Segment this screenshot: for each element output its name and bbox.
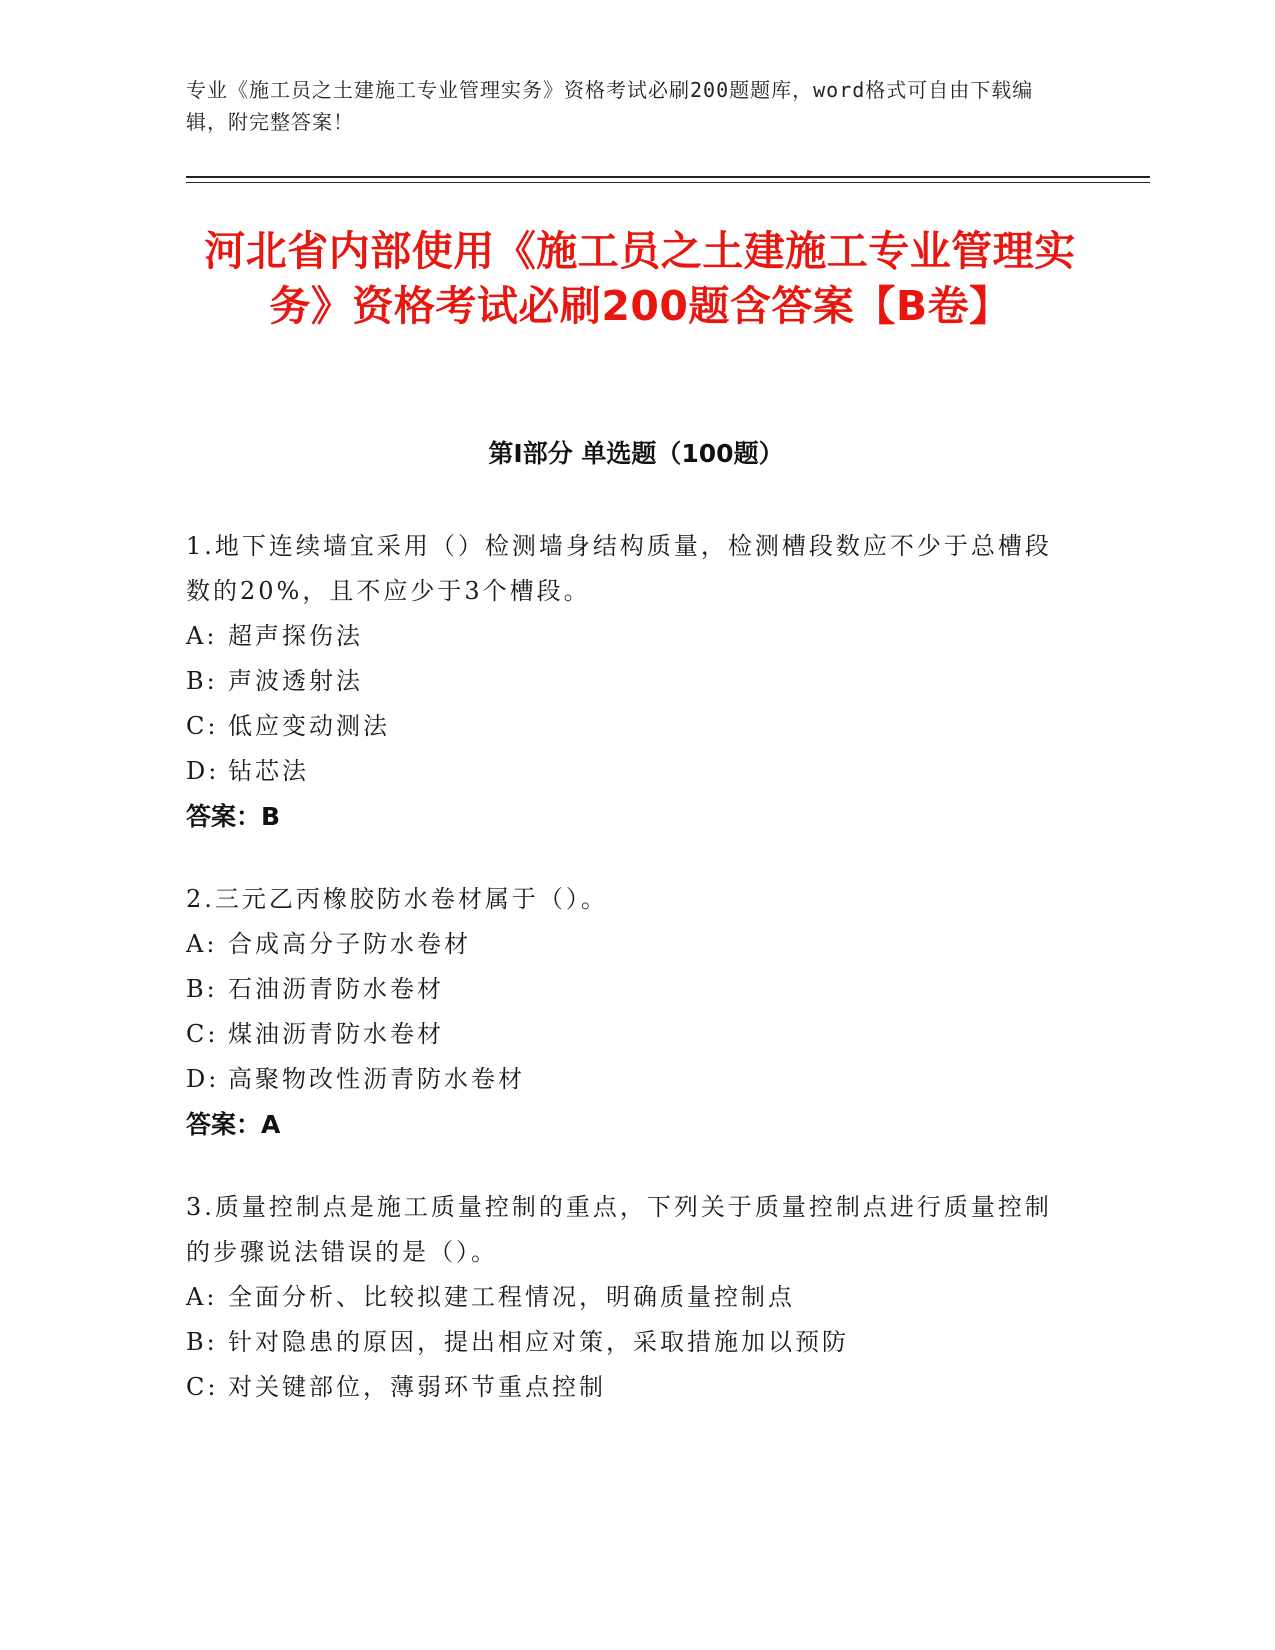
- question-1: [186, 524, 1066, 839]
- option-text: 石油沥青防水卷材: [228, 975, 444, 1003]
- option-text: 煤油沥青防水卷材: [228, 1020, 444, 1048]
- option-letter: C:: [186, 712, 219, 740]
- option-c: [186, 1012, 1066, 1057]
- option-b: [186, 1320, 1066, 1365]
- option-text: 钻芯法: [228, 757, 309, 785]
- section-title: 第Ⅰ部分 单选题（100题）: [488, 439, 784, 468]
- option-letter: C:: [186, 1020, 219, 1048]
- option-text: 对关键部位，薄弱环节重点控制: [228, 1373, 606, 1401]
- question-3: [186, 1185, 1066, 1410]
- option-text: 低应变动测法: [228, 712, 390, 740]
- option-d: [186, 749, 1066, 794]
- option-text: 合成高分子防水卷材: [228, 930, 471, 958]
- answer-line: 答案：B: [186, 802, 281, 831]
- question-stem: 1.地下连续墙宜采用（）检测墙身结构质量，检测槽段数应不少于总槽段数的20%，且不应少于3个槽段。: [186, 532, 1052, 605]
- question-stem: 3.质量控制点是施工质量控制的重点，下列关于质量控制点进行质量控制的步骤说法错误的是（）。: [186, 1193, 1052, 1266]
- question-list: [186, 524, 1066, 1448]
- header-divider: [186, 176, 1150, 178]
- header-note: 专业《施工员之土建施工专业管理实务》资格考试必刷200题题库，word格式可自由下载编辑，附完整答案！: [186, 78, 1034, 134]
- option-letter: B:: [186, 667, 218, 695]
- option-letter: D:: [186, 757, 220, 785]
- option-a: [186, 614, 1066, 659]
- question-2: [186, 877, 1066, 1147]
- question-stem: 2.三元乙丙橡胶防水卷材属于（）。: [186, 885, 608, 913]
- option-text: 声波透射法: [228, 667, 363, 695]
- option-text: 针对隐患的原因，提出相应对策，采取措施加以预防: [228, 1328, 849, 1356]
- option-text: 高聚物改性沥青防水卷材: [228, 1065, 525, 1093]
- option-text: 超声探伤法: [228, 622, 363, 650]
- option-letter: B:: [186, 975, 218, 1003]
- answer-line: 答案：A: [186, 1110, 281, 1139]
- option-b: [186, 659, 1066, 704]
- header-divider-thin: [186, 182, 1150, 183]
- option-b: [186, 967, 1066, 1012]
- option-letter: D:: [186, 1065, 220, 1093]
- option-letter: C:: [186, 1373, 219, 1401]
- option-d: [186, 1057, 1066, 1102]
- option-text: 全面分析、比较拟建工程情况，明确质量控制点: [228, 1283, 795, 1311]
- option-a: [186, 1275, 1066, 1320]
- option-letter: A:: [186, 622, 218, 650]
- option-letter: A:: [186, 930, 218, 958]
- option-letter: A:: [186, 1283, 218, 1311]
- option-c: [186, 1365, 1066, 1410]
- document-title: 河北省内部使用《施工员之土建施工专业管理实务》资格考试必刷200题含答案【B卷】: [204, 227, 1076, 330]
- option-letter: B:: [186, 1328, 218, 1356]
- option-a: [186, 922, 1066, 967]
- option-c: [186, 704, 1066, 749]
